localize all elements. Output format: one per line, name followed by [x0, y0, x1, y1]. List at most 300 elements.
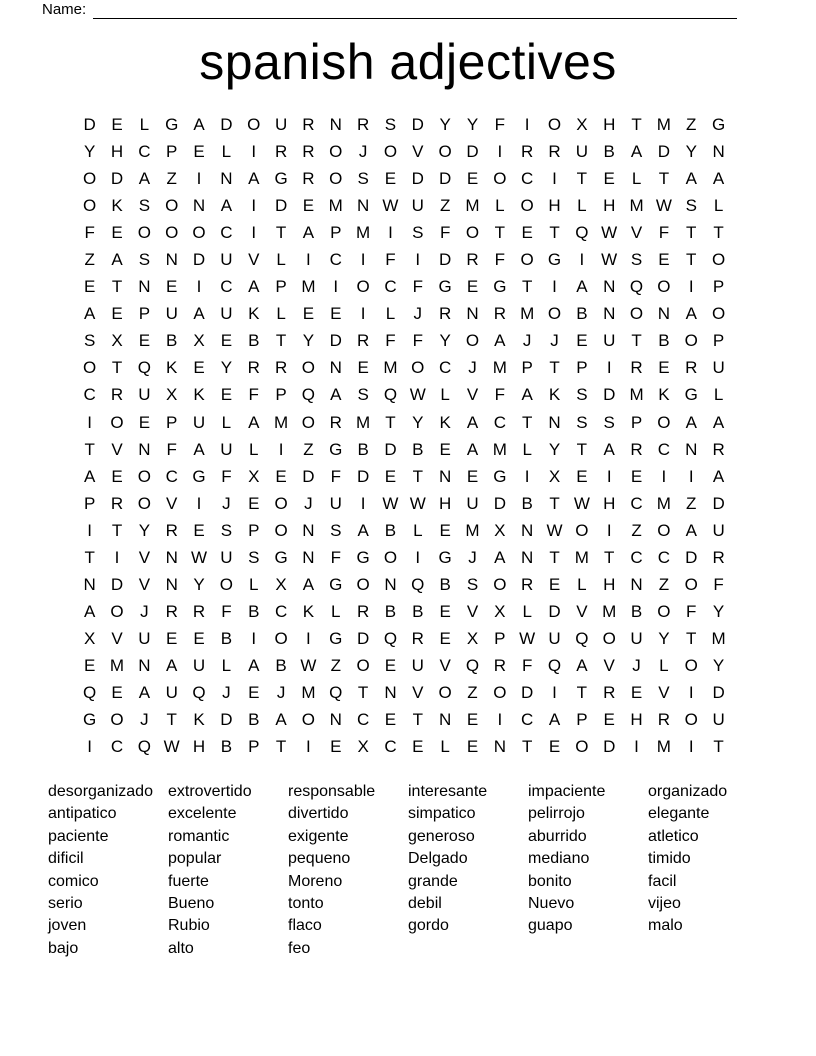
- grid-letter: O: [356, 277, 370, 297]
- grid-letter: F: [658, 223, 670, 243]
- grid-letter: W: [546, 520, 563, 540]
- grid-letter: E: [193, 520, 205, 540]
- grid-letter: O: [684, 710, 698, 730]
- grid-letter: E: [576, 331, 588, 351]
- grid-letter: U: [274, 115, 288, 135]
- grid-letter: A: [248, 655, 260, 675]
- grid-letter: A: [111, 250, 123, 270]
- grid-letter: D: [712, 683, 725, 702]
- grid-letter: T: [549, 358, 560, 378]
- grid-letter: F: [412, 277, 423, 297]
- grid-letter: O: [274, 520, 288, 540]
- grid-letter: E: [630, 466, 643, 486]
- grid-letter: O: [711, 304, 726, 324]
- grid-letter: H: [548, 196, 561, 216]
- grid-letter: K: [193, 385, 205, 405]
- word-list-item: guapo: [528, 917, 573, 935]
- grid-letter: I: [415, 547, 421, 567]
- grid-letter: I: [251, 196, 257, 216]
- word-list-item: excelente: [168, 805, 237, 823]
- grid-letter: T: [275, 331, 287, 351]
- grid-letter: F: [221, 601, 232, 621]
- grid-letter: L: [276, 250, 286, 270]
- grid-letter: I: [87, 520, 93, 540]
- grid-letter: O: [165, 196, 179, 216]
- grid-letter: R: [603, 683, 616, 702]
- grid-letter: T: [686, 250, 697, 270]
- grid-letter: T: [412, 710, 423, 730]
- grid-letter: N: [302, 547, 315, 567]
- grid-letter: I: [388, 223, 393, 243]
- grid-letter: C: [329, 250, 342, 270]
- grid-letter: Q: [629, 277, 644, 297]
- grid-letter: E: [248, 683, 260, 702]
- grid-letter: A: [248, 412, 260, 432]
- grid-letter: C: [439, 358, 452, 378]
- grid-letter: O: [493, 683, 507, 702]
- grid-letter: D: [521, 683, 534, 702]
- grid-letter: L: [276, 304, 286, 324]
- grid-letter: T: [357, 683, 369, 702]
- grid-letter: T: [84, 547, 95, 567]
- grid-letter: M: [301, 277, 316, 297]
- grid-letter: U: [220, 250, 233, 270]
- grid-letter: D: [712, 493, 725, 513]
- grid-letter: R: [165, 520, 178, 540]
- grid-letter: U: [712, 520, 725, 540]
- grid-letter: T: [111, 277, 123, 297]
- grid-letter: L: [631, 169, 642, 189]
- grid-letter: O: [110, 412, 124, 432]
- grid-letter: F: [330, 466, 341, 486]
- grid-letter: E: [466, 710, 479, 730]
- grid-letter: B: [412, 439, 424, 459]
- grid-letter: A: [84, 466, 96, 486]
- grid-letter: P: [275, 277, 287, 297]
- grid-letter: C: [110, 737, 124, 757]
- grid-letter: V: [466, 385, 479, 405]
- grid-letter: O: [493, 574, 507, 594]
- grid-letter: E: [466, 466, 479, 486]
- word-list-item: extrovertido: [168, 783, 252, 800]
- grid-letter: F: [439, 223, 451, 243]
- grid-letter: N: [165, 574, 178, 594]
- grid-letter: T: [576, 683, 588, 702]
- grid-letter: V: [412, 142, 424, 162]
- grid-letter: W: [519, 628, 536, 648]
- grid-letter: E: [193, 358, 205, 378]
- grid-letter: T: [521, 277, 533, 297]
- grid-letter: N: [657, 304, 671, 324]
- word-list-item: timido: [648, 850, 691, 868]
- grid-letter: R: [411, 628, 424, 648]
- grid-letter: G: [493, 466, 507, 486]
- grid-letter: O: [301, 710, 316, 730]
- grid-letter: D: [493, 493, 506, 513]
- grid-letter: Y: [220, 358, 233, 378]
- grid-letter: R: [192, 601, 206, 621]
- grid-letter: S: [630, 250, 643, 270]
- grid-letter: I: [688, 683, 694, 702]
- grid-letter: R: [274, 358, 288, 378]
- grid-letter: F: [248, 385, 259, 405]
- grid-letter: E: [412, 737, 424, 757]
- grid-letter: T: [576, 439, 588, 459]
- grid-letter: J: [632, 655, 641, 675]
- grid-letter: D: [466, 142, 479, 162]
- grid-letter: R: [356, 115, 370, 135]
- grid-letter: I: [606, 466, 612, 486]
- grid-letter: G: [547, 250, 562, 270]
- grid-letter: E: [330, 737, 342, 757]
- grid-letter: R: [521, 574, 534, 594]
- word-list-item: malo: [648, 917, 683, 935]
- grid-letter: P: [630, 412, 643, 432]
- grid-letter: O: [684, 574, 698, 594]
- grid-letter: D: [685, 547, 698, 567]
- grid-letter: A: [166, 655, 178, 675]
- grid-letter: I: [579, 250, 585, 270]
- grid-letter: N: [138, 655, 151, 675]
- grid-letter: M: [492, 358, 507, 378]
- grid-letter: E: [357, 358, 369, 378]
- grid-letter: V: [630, 223, 643, 243]
- grid-letter: G: [684, 385, 698, 405]
- grid-letter: O: [383, 142, 398, 162]
- grid-letter: C: [521, 710, 534, 730]
- grid-letter: G: [329, 574, 343, 594]
- grid-letter: G: [192, 466, 206, 486]
- grid-letter: T: [631, 115, 642, 135]
- grid-letter: G: [493, 277, 507, 297]
- grid-letter: S: [576, 412, 588, 432]
- grid-letter: T: [576, 169, 588, 189]
- grid-letter: C: [384, 737, 397, 757]
- grid-letter: B: [248, 601, 260, 621]
- grid-letter: D: [657, 142, 671, 162]
- grid-letter: L: [221, 655, 232, 675]
- word-list-item: mediano: [528, 850, 590, 868]
- word-list-item: alto: [168, 939, 194, 957]
- grid-letter: D: [411, 169, 424, 189]
- grid-letter: M: [356, 223, 371, 243]
- grid-letter: G: [83, 710, 97, 730]
- grid-letter: X: [466, 628, 479, 648]
- grid-letter: A: [712, 466, 725, 486]
- grid-letter: E: [466, 737, 479, 757]
- grid-letter: J: [140, 601, 149, 621]
- grid-letter: S: [138, 196, 151, 216]
- grid-letter: E: [193, 142, 205, 162]
- grid-letter: J: [222, 493, 231, 513]
- grid-letter: E: [138, 331, 151, 351]
- grid-letter: D: [274, 196, 288, 216]
- grid-letter: L: [413, 520, 423, 540]
- grid-letter: L: [221, 142, 232, 162]
- grid-letter: T: [549, 493, 560, 513]
- word-list-item: facil: [648, 872, 677, 890]
- grid-letter: O: [329, 142, 343, 162]
- word-list-item: organizado: [648, 783, 728, 800]
- grid-letter: O: [465, 331, 480, 351]
- grid-letter: R: [110, 493, 124, 513]
- word-search-grid: [76, 111, 732, 760]
- grid-letter: W: [573, 493, 590, 513]
- grid-letter: A: [302, 574, 315, 594]
- grid-letter: E: [521, 223, 533, 243]
- grid-letter: H: [603, 574, 616, 594]
- word-list-item: pequeno: [288, 850, 351, 868]
- grid-letter: O: [383, 547, 398, 567]
- word-list-column: [168, 781, 288, 960]
- word-list-item: flaco: [288, 917, 322, 935]
- grid-letter: O: [247, 115, 261, 135]
- grid-letter: T: [275, 223, 287, 243]
- grid-letter: O: [711, 250, 726, 270]
- grid-letter: F: [166, 439, 177, 459]
- grid-letter: Z: [439, 196, 451, 216]
- grid-letter: X: [576, 115, 588, 135]
- grid-letter: D: [603, 385, 616, 405]
- grid-letter: C: [165, 466, 178, 486]
- word-list-item: Nuevo: [528, 895, 575, 913]
- grid-letter: P: [248, 737, 260, 757]
- word-list-item: dificil: [48, 850, 84, 868]
- grid-letter: D: [603, 737, 616, 757]
- grid-letter: S: [685, 196, 697, 216]
- grid-letter: V: [466, 601, 479, 621]
- grid-letter: O: [438, 683, 452, 702]
- grid-letter: N: [548, 412, 561, 432]
- grid-letter: I: [360, 250, 366, 270]
- grid-letter: U: [411, 196, 424, 216]
- grid-letter: Q: [575, 628, 589, 648]
- grid-letter: W: [191, 547, 208, 567]
- grid-letter: C: [356, 710, 370, 730]
- grid-letter: O: [137, 493, 151, 513]
- grid-letter: H: [439, 493, 452, 513]
- grid-letter: R: [356, 331, 370, 351]
- grid-letter: N: [603, 304, 616, 324]
- grid-letter: I: [306, 628, 311, 648]
- grid-letter: C: [138, 142, 151, 162]
- grid-letter: P: [330, 223, 342, 243]
- grid-letter: H: [603, 115, 616, 135]
- grid-letter: Y: [138, 520, 151, 540]
- grid-letter: B: [248, 331, 260, 351]
- grid-letter: N: [83, 574, 96, 594]
- grid-letter: W: [601, 223, 618, 243]
- grid-letter: T: [686, 628, 697, 648]
- grid-letter: N: [356, 196, 370, 216]
- grid-letter: Y: [439, 115, 451, 135]
- grid-letter: Z: [631, 520, 642, 540]
- grid-letter: V: [111, 439, 123, 459]
- grid-letter: E: [84, 655, 96, 675]
- grid-letter: J: [222, 683, 231, 702]
- grid-letter: M: [109, 655, 125, 675]
- grid-letter: T: [494, 223, 506, 243]
- grid-letter: P: [521, 358, 533, 378]
- word-list: [48, 781, 768, 960]
- grid-letter: S: [330, 520, 342, 540]
- grid-letter: C: [521, 169, 534, 189]
- grid-letter: L: [659, 655, 669, 675]
- grid-letter: O: [438, 142, 452, 162]
- grid-letter: B: [357, 439, 369, 459]
- grid-letter: E: [439, 601, 451, 621]
- grid-letter: I: [606, 520, 612, 540]
- grid-letter: I: [552, 683, 557, 702]
- grid-letter: E: [548, 574, 561, 594]
- grid-letter: P: [166, 142, 178, 162]
- word-list-item: simpatico: [408, 805, 476, 823]
- grid-letter: M: [629, 196, 644, 216]
- grid-letter: G: [274, 169, 288, 189]
- word-list-item: tonto: [288, 895, 324, 913]
- grid-letter: O: [192, 223, 206, 243]
- grid-letter: O: [110, 601, 124, 621]
- grid-letter: O: [657, 412, 671, 432]
- grid-letter: G: [356, 547, 370, 567]
- grid-letter: A: [494, 547, 506, 567]
- grid-letter: I: [688, 277, 694, 297]
- grid-letter: C: [657, 547, 671, 567]
- grid-letter: R: [521, 142, 534, 162]
- word-list-column: [648, 781, 768, 938]
- grid-letter: D: [548, 601, 561, 621]
- grid-letter: P: [275, 385, 287, 405]
- grid-letter: Y: [466, 115, 479, 135]
- grid-letter: Z: [84, 250, 95, 270]
- grid-letter: Q: [83, 683, 97, 702]
- grid-letter: E: [111, 223, 123, 243]
- grid-letter: P: [138, 304, 151, 324]
- grid-letter: I: [251, 142, 257, 162]
- grid-letter: I: [251, 223, 257, 243]
- grid-letter: G: [711, 115, 726, 135]
- grid-letter: E: [658, 250, 670, 270]
- grid-letter: R: [356, 601, 370, 621]
- grid-letter: N: [329, 710, 342, 730]
- grid-letter: E: [302, 196, 315, 216]
- grid-letter: R: [493, 655, 506, 675]
- grid-letter: M: [492, 439, 507, 459]
- grid-letter: B: [166, 331, 178, 351]
- grid-letter: V: [603, 655, 615, 675]
- grid-letter: N: [165, 250, 178, 270]
- grid-letter: C: [83, 385, 96, 405]
- grid-letter: I: [661, 466, 667, 486]
- grid-letter: O: [411, 358, 425, 378]
- grid-letter: R: [712, 547, 725, 567]
- word-list-item: impaciente: [528, 783, 606, 800]
- grid-letter: S: [466, 574, 479, 594]
- grid-letter: E: [466, 277, 479, 297]
- word-list-item: exigente: [288, 827, 349, 845]
- grid-letter: C: [220, 223, 233, 243]
- grid-letter: A: [84, 304, 96, 324]
- grid-letter: N: [630, 574, 643, 594]
- grid-letter: E: [111, 466, 123, 486]
- grid-letter: L: [522, 439, 532, 459]
- grid-letter: O: [465, 223, 480, 243]
- grid-letter: T: [521, 412, 533, 432]
- grid-letter: A: [494, 331, 506, 351]
- grid-letter: Z: [330, 655, 341, 675]
- grid-letter: O: [356, 574, 370, 594]
- grid-letter: L: [522, 601, 532, 621]
- grid-letter: J: [276, 683, 286, 702]
- grid-letter: N: [384, 574, 397, 594]
- grid-letter: I: [306, 737, 311, 757]
- word-list-item: feo: [288, 939, 311, 957]
- grid-letter: L: [495, 196, 505, 216]
- grid-letter: R: [329, 412, 342, 432]
- word-list-column: [408, 781, 528, 938]
- grid-letter: N: [329, 358, 342, 378]
- word-list-item: bajo: [48, 939, 79, 957]
- grid-letter: I: [87, 737, 93, 757]
- grid-letter: L: [249, 574, 259, 594]
- grid-letter: O: [520, 196, 534, 216]
- grid-letter: A: [685, 520, 697, 540]
- grid-letter: D: [83, 115, 96, 135]
- grid-letter: D: [356, 466, 370, 486]
- grid-letter: A: [521, 385, 533, 405]
- grid-letter: M: [465, 520, 480, 540]
- word-list-item: fuerte: [168, 872, 209, 890]
- word-list-item: joven: [48, 917, 87, 935]
- grid-letter: Z: [658, 574, 670, 594]
- grid-letter: I: [114, 547, 120, 567]
- grid-letter: E: [384, 710, 397, 730]
- grid-letter: Z: [467, 683, 478, 702]
- grid-letter: E: [111, 304, 123, 324]
- grid-letter: N: [712, 142, 725, 162]
- grid-letter: Z: [166, 169, 177, 189]
- grid-letter: U: [138, 385, 151, 405]
- word-list-item: interesante: [408, 783, 488, 800]
- grid-letter: O: [83, 196, 97, 216]
- word-list-item: romantic: [168, 827, 230, 845]
- word-list-item: gordo: [408, 917, 449, 935]
- grid-letter: X: [357, 737, 369, 757]
- grid-letter: R: [247, 358, 260, 378]
- grid-letter: X: [494, 520, 506, 540]
- grid-letter: X: [275, 574, 287, 594]
- grid-letter: L: [385, 304, 396, 324]
- grid-letter: E: [111, 683, 123, 702]
- grid-letter: I: [196, 493, 202, 513]
- grid-letter: T: [631, 331, 642, 351]
- grid-letter: E: [138, 412, 151, 432]
- grid-letter: I: [634, 737, 639, 757]
- grid-letter: I: [306, 250, 311, 270]
- grid-letter: N: [603, 277, 616, 297]
- name-blank-line: [93, 2, 737, 19]
- grid-letter: I: [552, 277, 557, 297]
- grid-letter: A: [138, 683, 151, 702]
- grid-letter: L: [440, 385, 450, 405]
- grid-letter: R: [548, 142, 561, 162]
- grid-letter: A: [685, 304, 697, 324]
- grid-letter: A: [466, 412, 479, 432]
- word-list-item: pelirrojo: [528, 805, 585, 823]
- grid-letter: B: [248, 710, 260, 730]
- grid-letter: F: [713, 574, 724, 594]
- grid-letter: S: [138, 250, 151, 270]
